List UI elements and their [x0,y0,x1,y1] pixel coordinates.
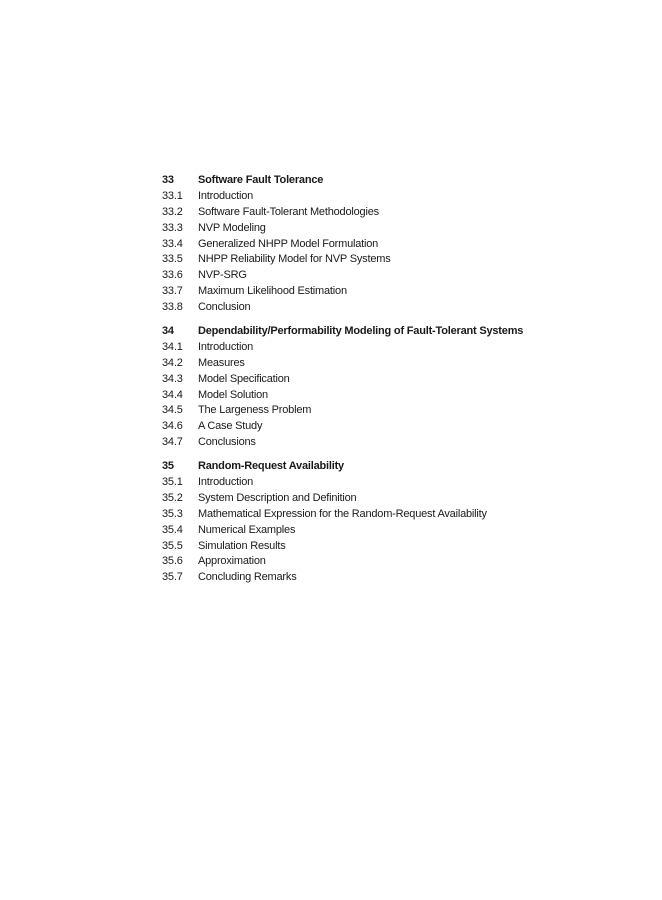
section-row [162,523,632,539]
section-row [162,300,632,316]
chapter-heading [162,324,632,340]
section-row [162,205,632,221]
section-title: NVP Modeling [198,221,266,234]
chapter-heading [162,173,632,189]
table-of-contents [162,173,632,594]
section-title: Mathematical Expression for the Random-Request Availability [198,507,487,520]
section-row [162,570,632,586]
section-row [162,189,632,205]
section-number: 34.5 [162,404,183,417]
chapter-34 [162,324,632,451]
section-title: Concluding Remarks [198,571,297,584]
section-number: 34.2 [162,356,183,369]
section-title: NHPP Reliability Model for NVP Systems [198,253,391,266]
section-row [162,237,632,253]
section-title: Introduction [198,476,254,489]
section-row [162,435,632,451]
section-row [162,554,632,570]
section-title: Introduction [198,189,254,202]
section-number: 33.1 [162,189,183,202]
section-number: 33.7 [162,285,183,298]
section-title: Introduction [198,340,254,353]
section-row [162,356,632,372]
section-row [162,491,632,507]
section-row [162,507,632,523]
section-row [162,284,632,300]
section-row [162,419,632,435]
section-title: The Largeness Problem [198,404,312,417]
section-number: 33.4 [162,237,183,250]
section-title: Approximation [198,555,266,568]
section-title: Software Fault-Tolerant Methodologies [198,205,379,218]
section-number: 34.6 [162,420,183,433]
section-title: Conclusions [198,436,256,449]
chapter-35 [162,459,632,586]
section-number: 35.3 [162,507,183,520]
section-title: Generalized NHPP Model Formulation [198,237,379,250]
chapter-title: Software Fault Tolerance [198,174,324,186]
section-number: 34.7 [162,436,183,449]
section-title: System Description and Definition [198,491,357,504]
section-number: 35.7 [162,571,183,584]
chapter-title: Random-Request Availability [198,460,344,473]
section-number: 35.4 [162,523,183,536]
section-title: Maximum Likelihood Estimation [198,285,347,298]
section-row [162,372,632,388]
section-title: Numerical Examples [198,523,296,536]
section-row [162,475,632,491]
section-number: 35.5 [162,539,183,552]
section-number: 34.3 [162,372,183,385]
section-title: NVP-SRG [198,269,247,282]
section-number: 34.1 [162,340,183,353]
section-number: 33.5 [162,253,183,266]
section-number: 35.2 [162,491,183,504]
section-row [162,539,632,555]
section-title: Measures [198,356,245,369]
chapter-number: 33 [162,174,174,186]
section-row [162,340,632,356]
section-number: 35.6 [162,555,183,568]
section-title: A Case Study [198,420,263,433]
section-row [162,388,632,404]
section-number: 33.3 [162,221,183,234]
section-title: Conclusion [198,301,251,314]
section-row [162,268,632,284]
chapter-title: Dependability/Performability Modeling of Fault-Tolerant Systems [198,325,524,338]
section-title: Model Specification [198,372,290,385]
section-row [162,221,632,237]
chapter-33 [162,173,632,316]
chapter-heading [162,459,632,475]
section-number: 35.1 [162,476,183,489]
section-number: 33.8 [162,301,183,314]
chapter-number: 35 [162,460,174,473]
section-number: 33.2 [162,205,183,218]
section-number: 34.4 [162,388,183,401]
section-row [162,403,632,419]
chapter-number: 34 [162,325,174,338]
section-title: Model Solution [198,388,268,401]
section-row [162,252,632,268]
section-title: Simulation Results [198,539,286,552]
section-number: 33.6 [162,269,183,282]
